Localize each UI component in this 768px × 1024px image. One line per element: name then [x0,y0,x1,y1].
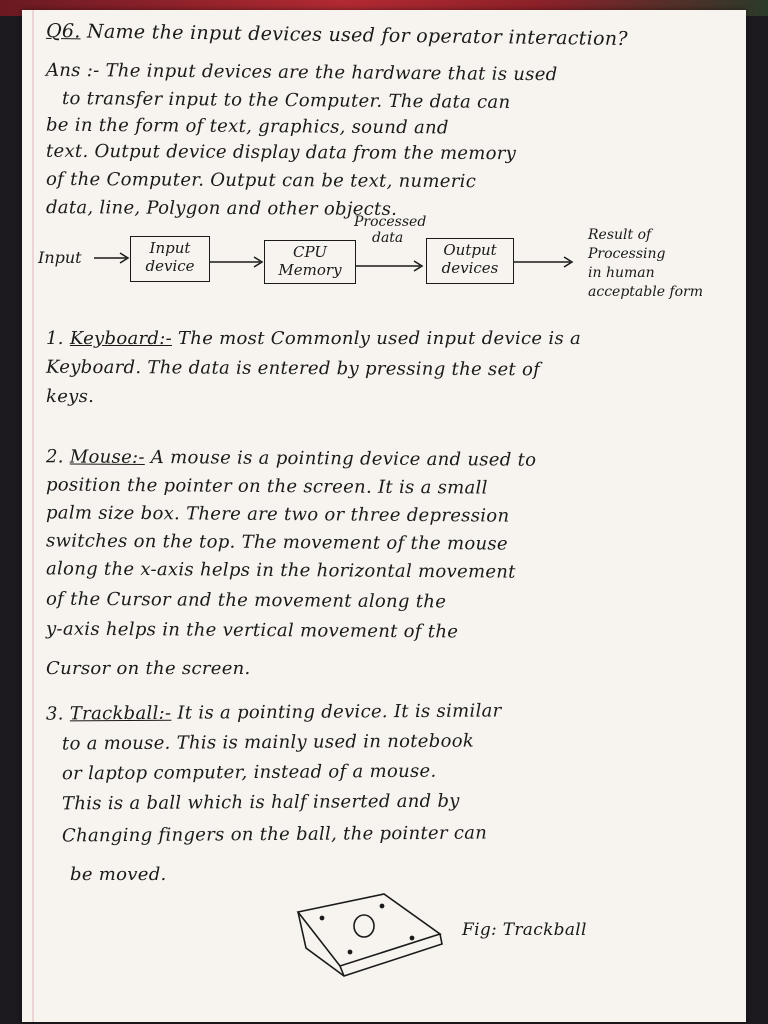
trackball-line-1: 3. Trackball:- It is a pointing device. It is similar [45,700,502,725]
trackball-number: 3. [45,703,64,725]
keyboard-number: 1. [46,328,64,349]
input-device-box: Input device [130,236,210,282]
result-label: Result of Processing in human acceptable form [588,227,704,300]
mouse-line-2: position the pointer on the screen. It is a small [45,474,488,499]
answer-line-1: Ans :- The input devices are the hardware that is used [45,59,558,86]
keyboard-heading: Keyboard:- [69,328,172,349]
mouse-line-1: 2. Mouse:- A mouse is a pointing device and used to [45,446,537,471]
mouse-line-7: y-axis helps in the vertical movement of the [45,618,459,643]
mouse-line-8: Cursor on the screen. [46,658,251,679]
mouse-line-5: along the x-axis helps in the horizontal movement [45,558,516,583]
notebook-page [22,10,746,1022]
mouse-line-4: switches on the top. The movement of the mouse [45,530,508,555]
processed-data-label: Processed data [354,214,427,246]
trackball-line-6: be moved. [70,864,167,885]
trackball-heading: Trackball:- [69,702,172,725]
answer-line-2: to transfer input to the Computer. The data can [61,88,511,113]
keyboard-line-2: Keyboard. The data is entered by pressing the set of [45,356,541,381]
answer-line-5: of the Computer. Output can be text, numeric [45,168,477,193]
mouse-line-3: palm size box. There are two or three depression [45,502,510,527]
cpu-memory-box: CPU Memory [264,240,356,284]
trackball-figure [292,890,452,980]
keyboard-line-3: keys. [46,386,95,407]
mouse-line-6: of the Cursor and the movement along the [45,588,447,613]
trackball-line-3: or laptop computer, instead of a mouse. [61,760,437,785]
trackball-line-4: This is a ball which is half inserted and by [61,790,460,815]
figure-caption: Fig: Trackball [462,920,587,940]
answer-line-4: text. Output device display data from the memory [45,140,517,165]
mouse-number: 2. [45,446,64,468]
question-text: Name the input devices used for operator interaction? [86,20,628,51]
output-devices-box: Output devices [426,238,514,284]
answer-line-6: data, line, Polygon and other objects. [45,197,398,220]
keyboard-line-1: 1. Keyboard:- The most Commonly used input device is a [46,328,582,349]
question-number: Q6. [45,19,81,43]
trackball-line-2: to a mouse. This is mainly used in notebook [61,730,475,755]
answer-line-3: be in the form of text, graphics, sound and [45,114,449,139]
diagram-input-label: Input [38,248,82,267]
answer-prefix: Ans :- [45,59,100,82]
mouse-heading: Mouse:- [69,446,145,468]
trackball-line-5: Changing fingers on the ball, the pointer can [61,822,488,847]
